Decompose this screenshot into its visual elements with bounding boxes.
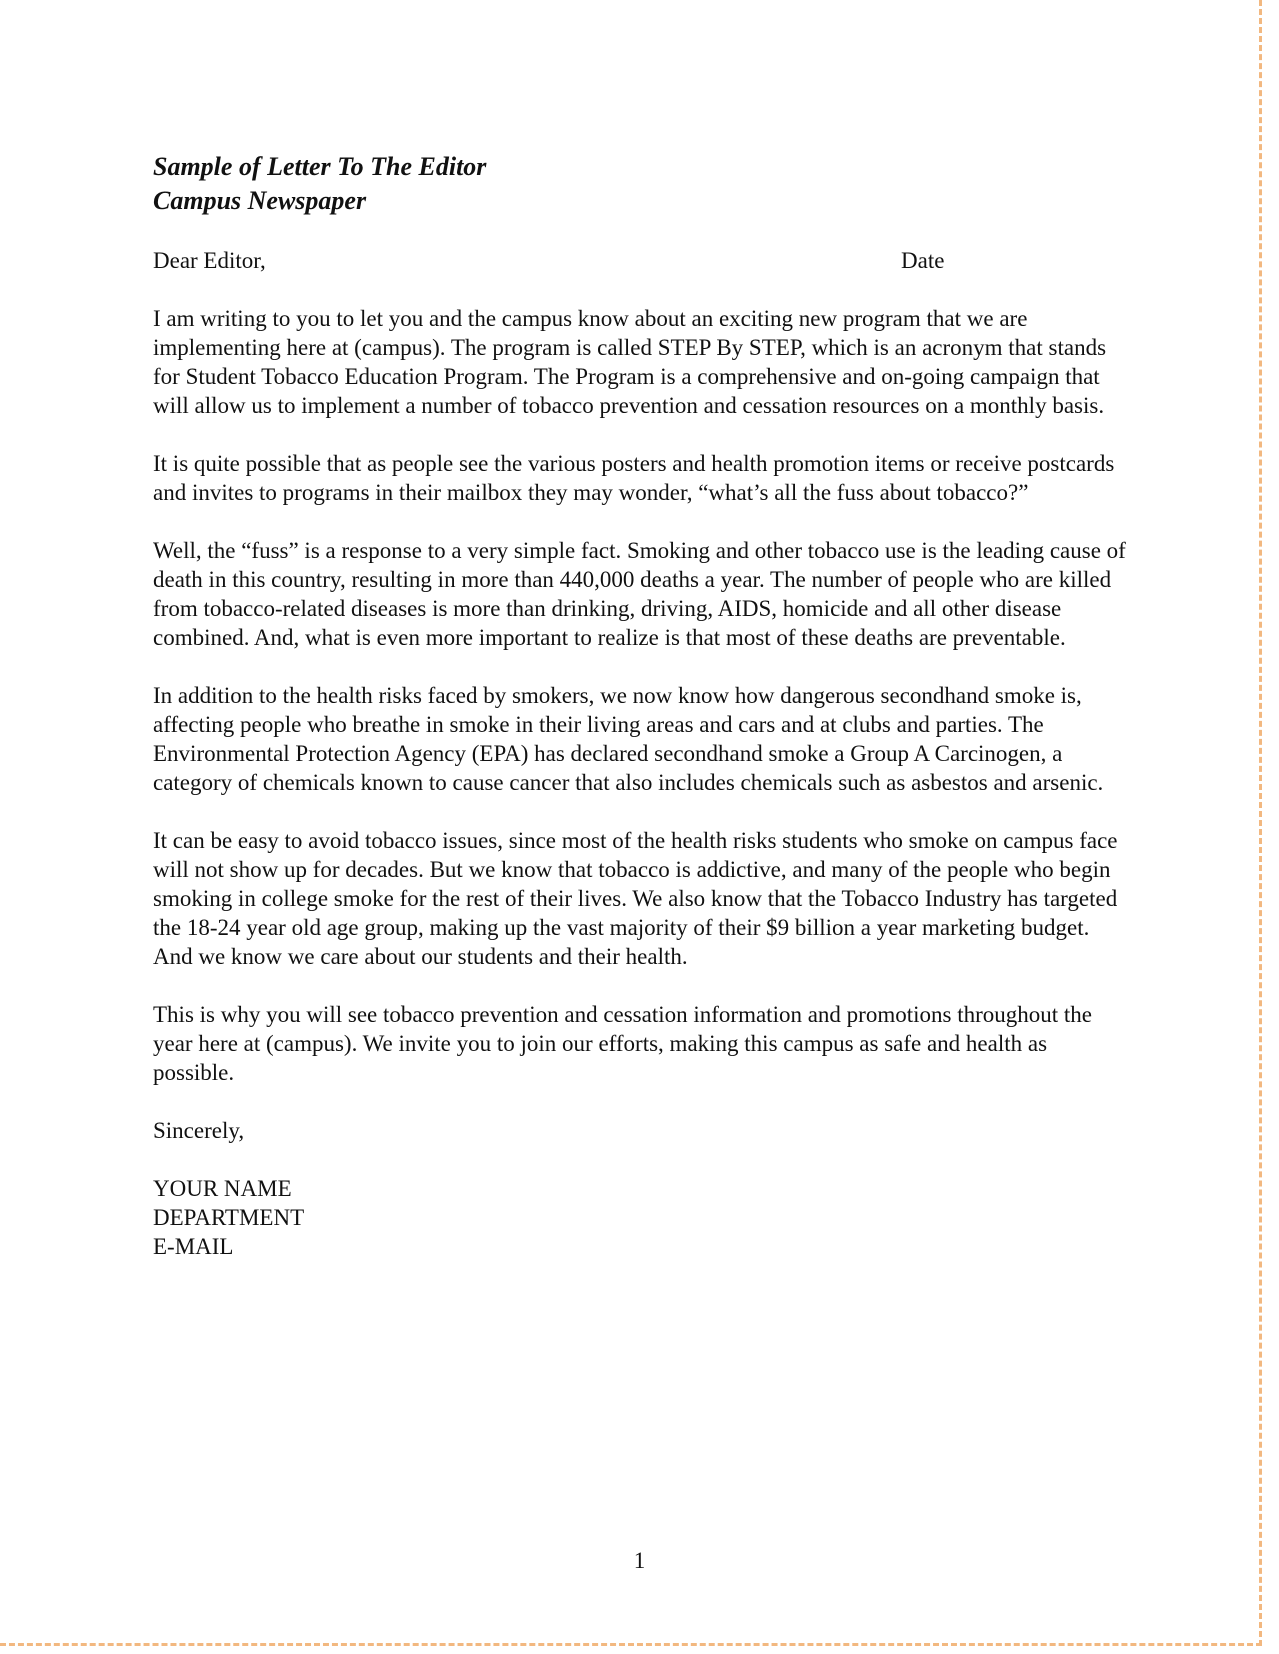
title-line-1: Sample of Letter To The Editor xyxy=(153,152,487,181)
closing: Sincerely, xyxy=(153,1118,245,1143)
signature-department: DEPARTMENT xyxy=(153,1205,305,1230)
page-number: 1 xyxy=(633,1548,646,1573)
body-paragraph-3: Well, the “fuss” is a response to a very simple fact. Smoking and other tobacco use is the leading cause of death in this country, resulting in more than 440,000 deaths a year. The number of people who are killed from tobacco-related diseases is more than drinking, driving, AIDS, homicide and all other disease combined. And, what is even more important to realize is that most of these deaths are preventable. xyxy=(153,538,1126,650)
body-paragraph-6: This is why you will see tobacco prevention and cessation information and promotions throughout the year here at (campus). We invite you to join our efforts, making this campus as safe and health as possible. xyxy=(153,1002,1092,1085)
body-paragraph-2: It is quite possible that as people see the various posters and health promotion items or receive postcards and invites to programs in their mailbox they may wonder, “what’s all the fuss about tobacco?” xyxy=(153,451,1115,505)
signature-block xyxy=(153,1174,1133,1261)
salutation: Dear Editor, xyxy=(153,248,266,273)
body-paragraph-4: In addition to the health risks faced by smokers, we now know how dangerous secondhand smoke is, affecting people who breathe in smoke in their living areas and cars and at clubs and parties. The Environmental Protection Agency (EPA) has declared secondhand smoke a Group A Carcinogen, a category of chemicals known to cause cancer that also includes chemicals such as asbestos and arsenic. xyxy=(153,683,1104,795)
body-paragraph-5: It can be easy to avoid tobacco issues, since most of the health risks students who smoke on campus face will not show up for decades. But we know that tobacco is addictive, and many of the people who begin smoking in college smoke for the rest of their lives. We also know that the Tobacco Industry has targeted the 18-24 year old age group, making up the vast majority of their $9 billion a year marketing budget. And we know we care about our students and their health. xyxy=(153,828,1118,969)
letter-title xyxy=(153,150,1133,218)
letter-page xyxy=(153,150,1133,1261)
body-paragraph-1: I am writing to you to let you and the campus know about an exciting new program that we are implementing here at (campus). The program is called STEP By STEP, which is an acronym that stands for Student Tobacco Education Program. The Program is a comprehensive and on-going campaign that will allow us to implement a number of tobacco prevention and cessation resources on a monthly basis. xyxy=(153,306,1107,418)
title-line-2: Campus Newspaper xyxy=(153,186,367,215)
date-label: Date xyxy=(901,248,945,273)
signature-name: YOUR NAME xyxy=(153,1176,292,1201)
signature-email: E-MAIL xyxy=(153,1234,234,1259)
salutation-row xyxy=(153,246,1133,275)
